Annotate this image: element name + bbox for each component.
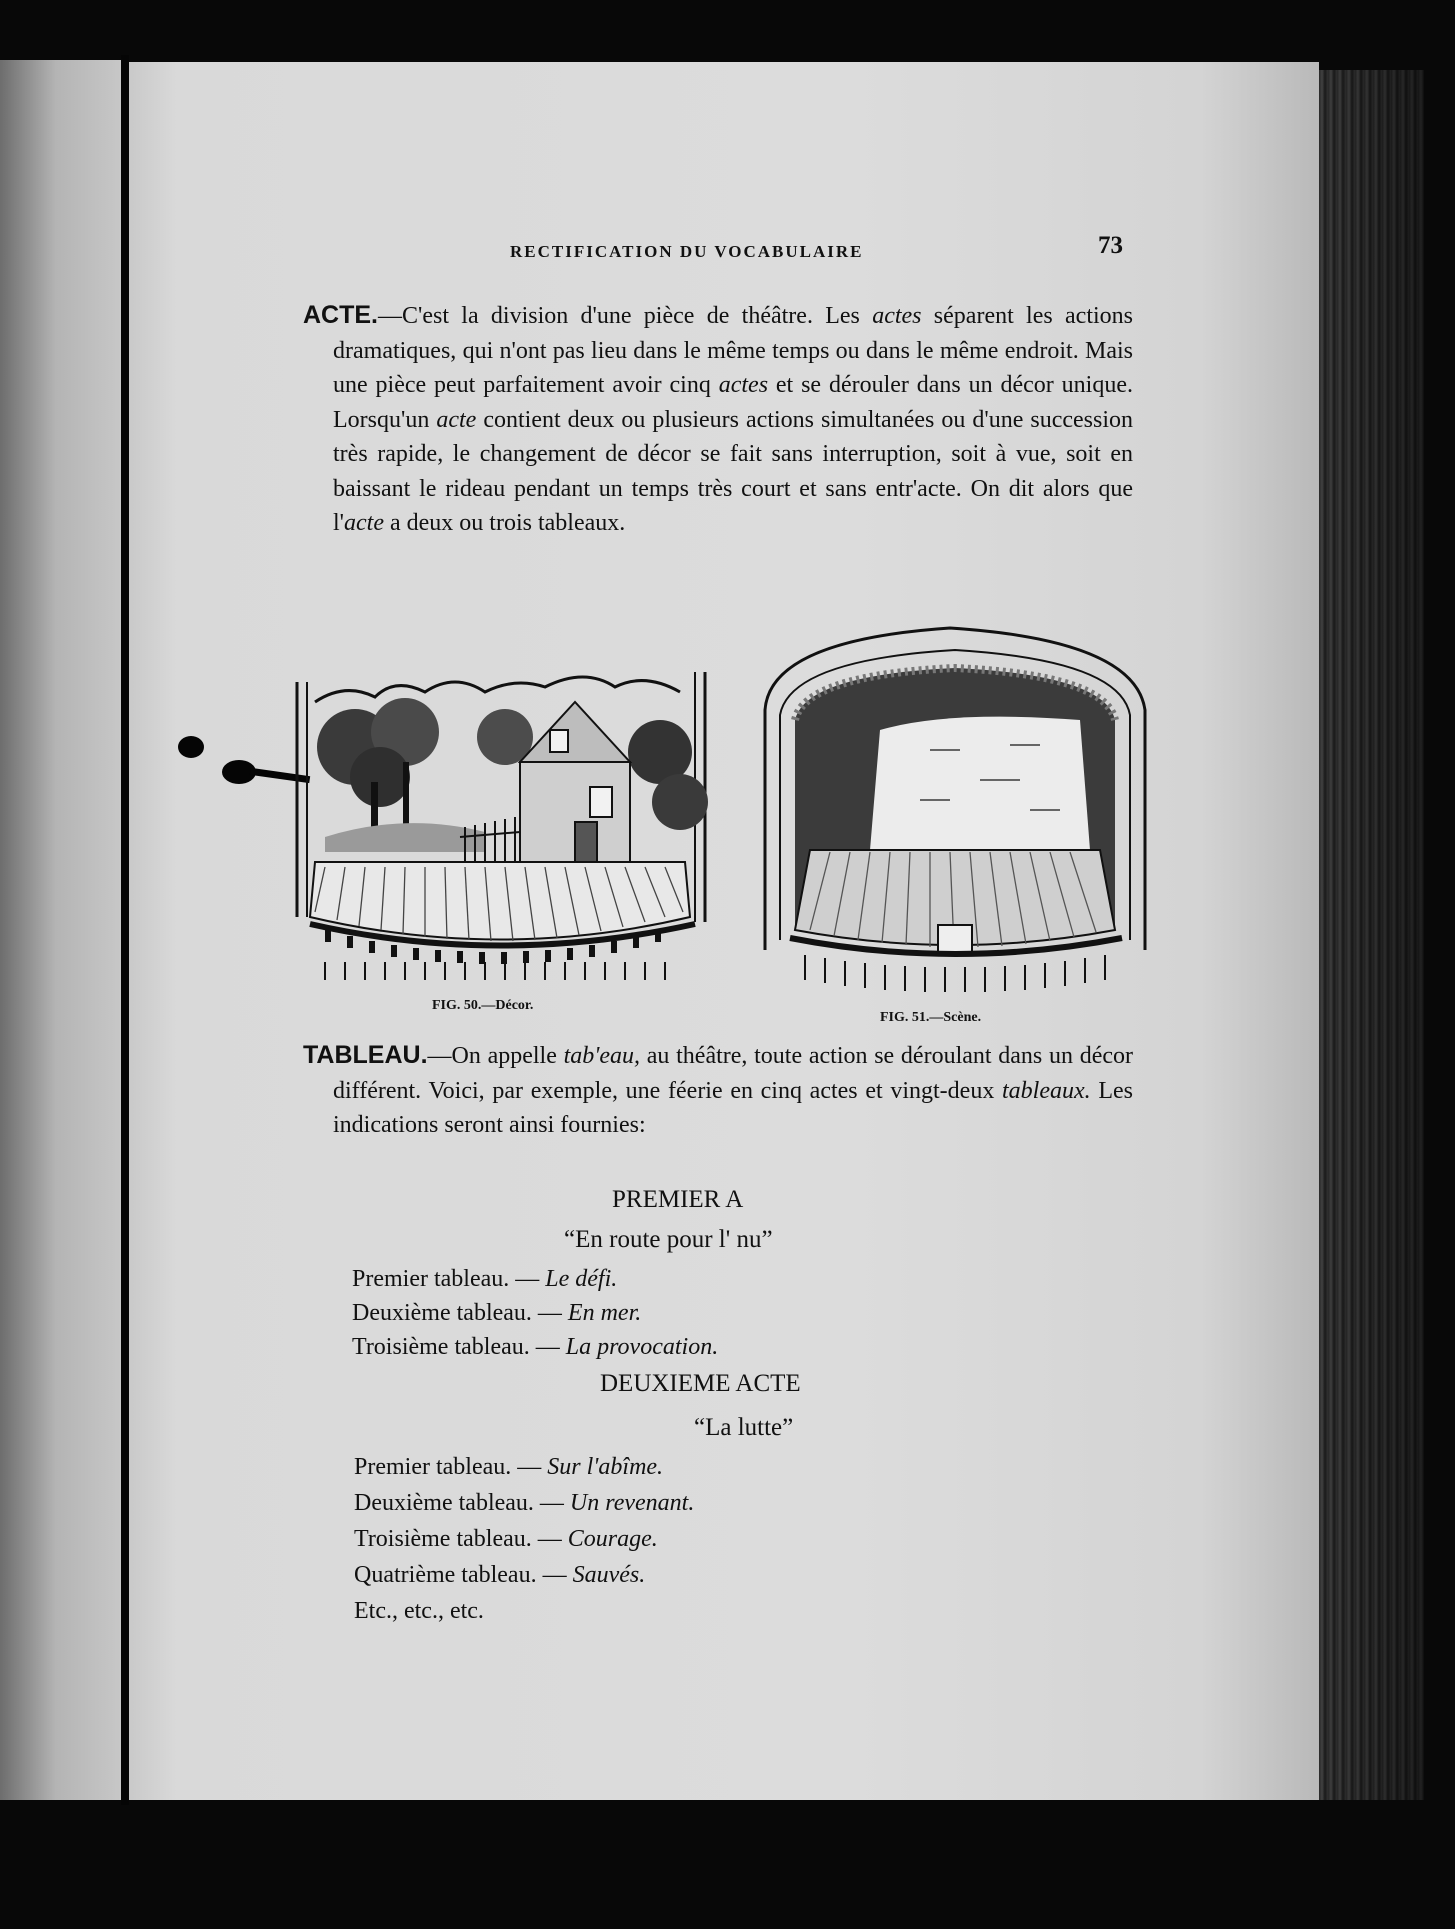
act-one-line: Premier tableau. — Le défi. [352,1266,618,1292]
book-gutter [121,55,129,1805]
acte-paragraph: ACTE.—C'est la division d'une pièce de théâtre. Les actes séparent les actions dramatiques, qui n'ont pas lieu dans le même temps ou dans le même endroit. Mais une pièce peut parfaitement avoir cinq actes et se dérouler dans un décor unique. Lorsqu'un acte contient deux ou plusieurs actions simultanées ou d'une succession très rapide, le changement de décor se fait sans interruption, soit à vue, soit en baissant le rideau pendant un temps très court et sans entr'acte. On dit alors que l'acte a deux ou trois tableaux. [303,301,1133,536]
decor-illustration [285,662,723,987]
acte-term: ACTE. [303,301,378,329]
act-two-line: Premier tableau. — Sur l'abîme. [354,1454,664,1480]
act-one-line: Deuxième tableau. — En mer. [352,1300,642,1326]
facing-page-edge [0,60,124,1800]
scene-illustration [750,620,1162,995]
act-two-heading: DEUXIEME ACTE [600,1370,801,1397]
act-one-heading: PREMIER A [612,1186,744,1213]
act-one-line: Troisième tableau. — La provocation. [352,1334,719,1360]
act-one-subtitle: “En route pour l' nu” [564,1226,773,1253]
tableau-term: TABLEAU. [303,1041,428,1069]
act-two-line: Quatrième tableau. — Sauvés. [354,1562,646,1588]
ink-blot [178,736,204,758]
tableau-paragraph: TABLEAU.—On appelle tab'eau, au théâtre, toute action se déroulant dans un décor différent. Voici, par exemple, une féerie en cinq actes et vingt-deux tableaux. Les indications seront ainsi fournies: [303,1041,1133,1138]
act-two-line: Troisième tableau. — Courage. [354,1526,658,1552]
fig-50-caption: FIG. 50.—Décor. [432,998,534,1013]
act-two-etc: Etc., etc., etc. [354,1598,484,1624]
fig-51-caption: FIG. 51.—Scène. [880,1010,982,1025]
act-two-subtitle: “La lutte” [694,1414,794,1441]
running-header: RECTIFICATION DU VOCABULAIRE [510,242,864,261]
page-number: 73 [1098,232,1123,259]
page-block-shadow [1319,70,1424,1800]
act-two-line: Deuxième tableau. — Un revenant. [354,1490,695,1516]
